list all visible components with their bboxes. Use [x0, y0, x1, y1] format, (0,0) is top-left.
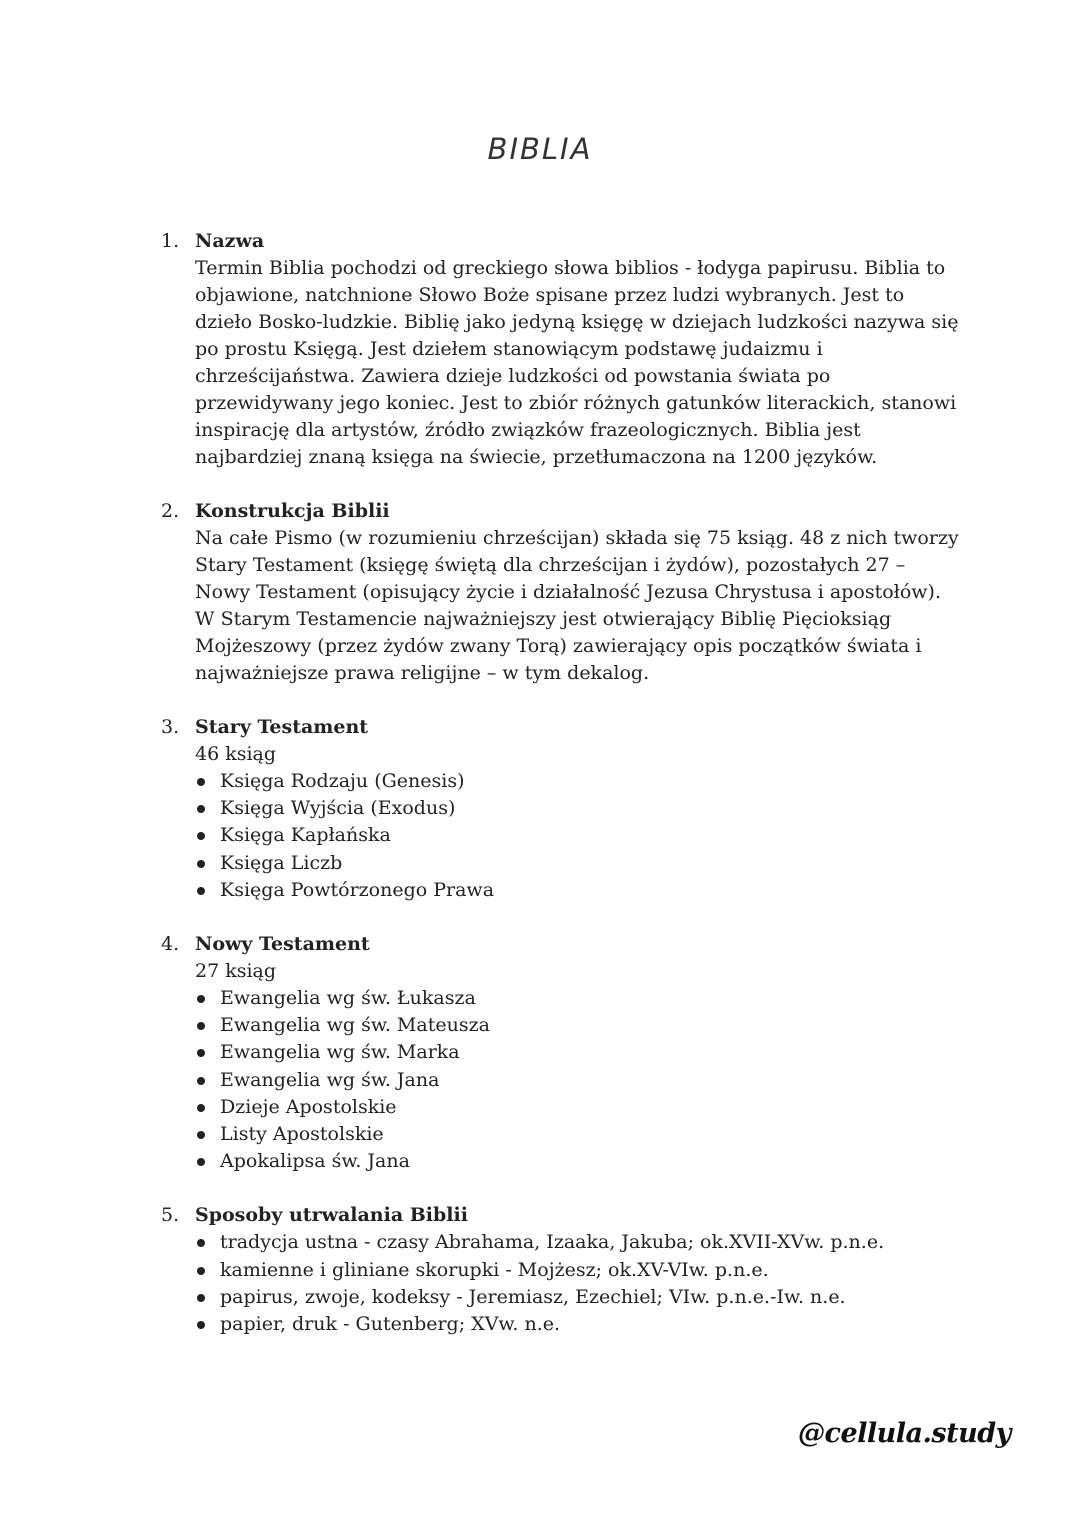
list-item [195, 1012, 961, 1039]
list-item-text: tradycja ustna - czasy Abrahama, Izaaka, Jakuba; ok.XVII-XVw. p.n.e. [220, 1231, 885, 1254]
section-number: 1. [161, 230, 180, 252]
section-number: 3. [161, 716, 180, 738]
bullet-icon [197, 1104, 205, 1112]
bullet-icon [197, 1077, 205, 1085]
list-item-text: Księga Wyjścia (Exodus) [220, 797, 456, 820]
list-item [195, 1257, 961, 1284]
list-item [195, 1229, 961, 1256]
section-konstrukcja [161, 498, 961, 687]
list-item [195, 1284, 961, 1311]
list-item-text: Ewangelia wg św. Marka [220, 1041, 460, 1064]
book-count: 27 ksiąg [195, 960, 277, 983]
bullet-icon [197, 1022, 205, 1030]
bullet-icon [197, 1049, 205, 1057]
list-item-text: Księga Kapłańska [220, 824, 391, 847]
book-count: 46 ksiąg [195, 743, 277, 765]
document-body [161, 228, 961, 1365]
section-number: 2. [161, 500, 180, 522]
method-list [195, 1229, 961, 1338]
bullet-icon [197, 778, 205, 786]
section-heading: Nowy Testament [195, 933, 370, 956]
list-item-text: papirus, zwoje, kodeksy - Jeremiasz, Ezechiel; VIw. p.n.e.-Iw. n.e. [220, 1285, 846, 1308]
author-signature: @cellula.study [798, 1418, 1011, 1449]
list-item-text: kamienne i gliniane skorupki - Mojżesz; ok.XV-VIw. p.n.e. [220, 1258, 769, 1281]
bullet-icon [197, 1239, 205, 1247]
list-item-text: Ewangelia wg św. Łukasza [220, 987, 476, 1010]
list-item [195, 822, 961, 849]
section-paragraph: Na całe Pismo (w rozumieniu chrześcijan) składa się 75 ksiąg. 48 z nich tworzy Stary Testament (księgę świętą dla chrześcijan i żydów), pozostałych 27 – Nowy Testament (opisujący życie i działalność Jezusa Chrystusa i apostołów). W Starym Testamencie najważniejszy jest otwierający Biblię Pięcioksiąg Mojżeszowy (przez żydów zwany Torą) zawierający opis początków świata i najważniejsze prawa religijne – w tym dekalog. [195, 527, 959, 684]
section-stary-testament [161, 714, 961, 904]
section-heading: Konstrukcja Biblii [195, 500, 390, 522]
list-item [195, 850, 961, 877]
section-sposoby-utrwalania [161, 1202, 961, 1338]
list-item [195, 795, 961, 822]
page-title: BIBLIA [487, 132, 593, 166]
section-heading: Sposoby utrwalania Biblii [195, 1204, 468, 1227]
list-item-text: Księga Powtórzonego Prawa [220, 878, 495, 901]
section-nowy-testament [161, 931, 961, 1175]
bullet-icon [197, 1158, 205, 1166]
list-item [195, 1067, 961, 1094]
bullet-icon [197, 995, 205, 1003]
list-item [195, 877, 961, 904]
bullet-icon [197, 860, 205, 868]
list-item-text: Księga Rodzaju (Genesis) [220, 770, 465, 792]
list-item-text: Dzieje Apostolskie [220, 1095, 397, 1118]
section-nazwa [161, 228, 961, 471]
section-number: 4. [161, 933, 180, 956]
bullet-icon [197, 832, 205, 840]
list-item [195, 768, 961, 795]
list-item-text: Księga Liczb [220, 851, 343, 874]
bullet-icon [197, 887, 205, 895]
bullet-icon [197, 1321, 205, 1329]
section-heading: Nazwa [195, 230, 265, 252]
list-item [195, 1039, 961, 1066]
list-item-text: Listy Apostolskie [220, 1123, 384, 1146]
section-paragraph: Termin Biblia pochodzi od greckiego słowa biblios - łodyga papirusu. Biblia to objawione, natchnione Słowo Boże spisane przez ludzi wybranych. Jest to dzieło Bosko-ludzkie. Biblię jako jedyną księgę w dziejach ludzkości nazywa się po prostu Księgą. Jest dziełem stanowiącym podstawę judaizmu i chrześcijaństwa. Zawiera dzieje ludzkości od powstania świata po przewidywany jego koniec. Jest to zbiór różnych gatunków literackich, stanowi inspirację dla artystów, źródło związków frazeologicznych. Biblia jest najbardziej znaną księga na świecie, przetłumaczona na 1200 języków. [195, 257, 959, 468]
bullet-icon [197, 805, 205, 813]
section-heading: Stary Testament [195, 716, 369, 738]
list-item-text: Ewangelia wg św. Jana [220, 1068, 440, 1091]
list-item-text: papier, druk - Gutenberg; XVw. n.e. [220, 1313, 561, 1336]
book-list [195, 768, 961, 904]
list-item-text: Apokalipsa św. Jana [220, 1150, 410, 1173]
book-list [195, 985, 961, 1175]
bullet-icon [197, 1294, 205, 1302]
list-item [195, 1121, 961, 1148]
bullet-icon [197, 1131, 205, 1139]
list-item [195, 985, 961, 1012]
list-item [195, 1311, 961, 1338]
section-number: 5. [161, 1204, 180, 1227]
list-item-text: Ewangelia wg św. Mateusza [220, 1014, 490, 1037]
list-item [195, 1148, 961, 1175]
bullet-icon [197, 1267, 205, 1275]
list-item [195, 1094, 961, 1121]
